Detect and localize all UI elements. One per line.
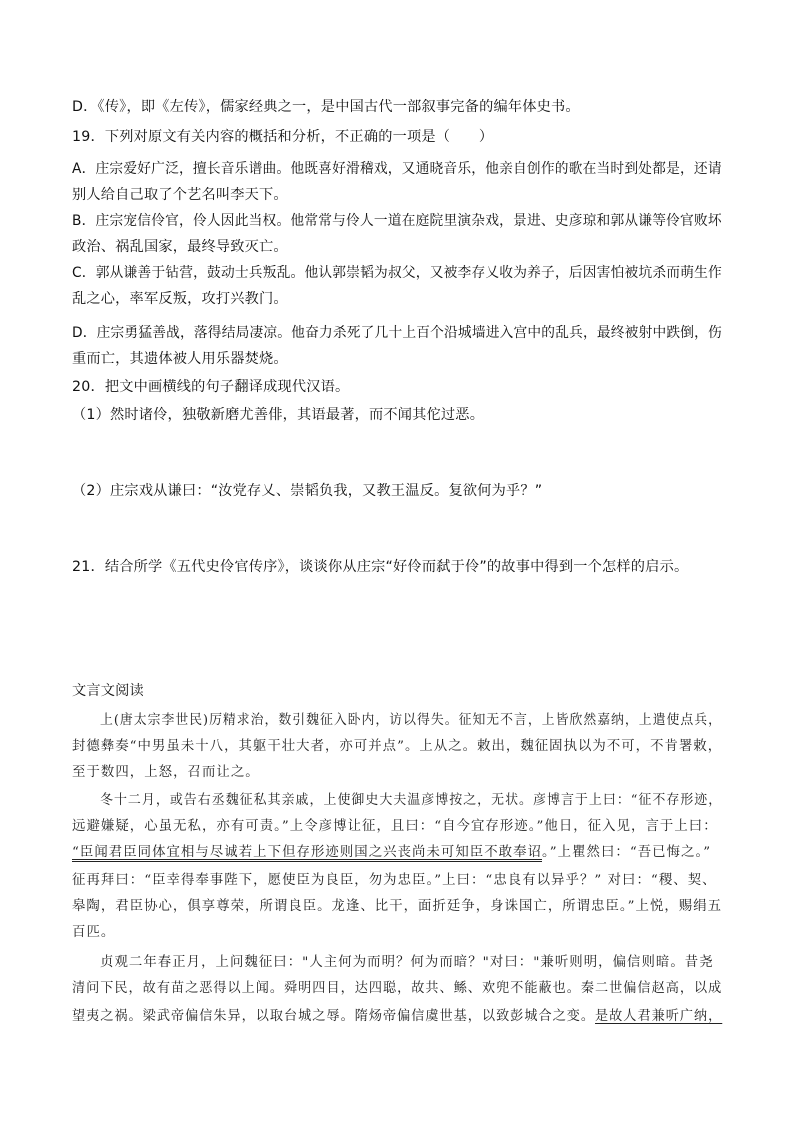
q19-option-d-line1: D．庄宗勇猛善战，落得结局凄凉。他奋力杀死了几十上百个沿城墙进入宫中的乱兵，最终被射中跌倒，伤 bbox=[72, 325, 722, 341]
q20-stem: 20．把文中画横线的句子翻译成现代汉语。 bbox=[72, 379, 350, 395]
q19-stem: 19．下列对原文有关内容的概括和分析，不正确的一项是（ ） bbox=[72, 129, 494, 145]
reading-p1-line1: 上(唐太宗李世民)厉精求治，数引魏征入卧内，访以得失。征知无不言，上皆欣然嘉纳，上遣使点兵， bbox=[100, 713, 722, 728]
q19-option-a-line1: A．庄宗爱好广泛，擅长音乐谱曲。他既喜好滑稽戏，又通晓音乐，他亲自创作的歌在当时到处都是，还请 bbox=[72, 161, 722, 177]
sentence-continuation: 。”上瞿然曰：“吾已悔之。” bbox=[542, 845, 712, 860]
underlined-sentence-start: 是故人君兼听广纳， bbox=[595, 1009, 723, 1024]
q19-option-b-line1: B．庄宗宠信伶官，伶人因此当权。他常常与伶人一道在庭院里演杂戏，景进、史彦琼和郭从谦等伶官败坏 bbox=[72, 213, 722, 229]
reading-p3-line3 bbox=[72, 1008, 722, 1026]
q19-option-c-line2: 乱之心，率军反叛，攻打兴教门。 bbox=[72, 291, 288, 307]
q19-option-b-line2: 政治、祸乱国家，最终导致灭亡。 bbox=[72, 239, 288, 255]
reading-p3-line2: 清问下民，故有苗之恶得以上闻。舜明四目，达四聪，故共、鲧、欢兜不能蔽也。秦二世偏信赵高，以成 bbox=[72, 981, 723, 996]
reading-p2-line2: 远避嫌疑，心虽无私，亦有可责。”上令彦博让征，且曰：“自今宜存形迹。”他日，征入见，言于上曰： bbox=[72, 819, 718, 834]
reading-p2-line4: 征再拜曰：“臣幸得奉事陛下，愿使臣为良臣，勿为忠臣。”上曰：“忠良有以异乎？” 对曰：“稷、契、 bbox=[72, 873, 717, 888]
q19-option-a-line2: 别人给自己取了个艺名叫李天下。 bbox=[72, 187, 288, 203]
q20-sentence-1: （1）然时诸伶，独敬新磨尤善俳，其语最著，而不闻其佗过恶。 bbox=[72, 407, 485, 423]
q19-option-d-line2: 重而亡，其遗体被人用乐器焚烧。 bbox=[72, 351, 288, 367]
q20-sentence-2: （2）庄宗戏从谦曰：“汝党存乂、崇韬负我，又教王温反。复欲何为乎？” bbox=[72, 483, 543, 499]
q19-option-c-line1: C．郭从谦善于钻营，鼓动士兵叛乱。他认郭崇韬为叔父，又被李存乂收为养子，后因害怕被坑杀而萌生作 bbox=[72, 265, 722, 281]
reading-p3-line1: 贞观二年春正月，上问魏征曰："人主何为而明？何为而暗？"对曰："兼听则明，偏信则暗。昔尧 bbox=[100, 955, 714, 970]
reading-p2-line1: 冬十二月，或告右丞魏征私其亲戚，上使御史大夫温彦博按之，无状。彦博言于上曰：“征不存形迹， bbox=[100, 793, 723, 808]
underlined-sentence: “臣闻君臣同体宜相与尽诚若上下但存形迹则国之兴丧尚未可知臣不敢奉诏 bbox=[72, 845, 542, 860]
reading-heading: 文言文阅读 bbox=[72, 683, 144, 699]
sentence-text: 望夷之祸。梁武帝偏信朱异，以取台城之辱。隋炀帝偏信虞世基，以致彭城合之变。 bbox=[72, 1009, 596, 1024]
reading-p2-line6: 百匹。 bbox=[72, 925, 116, 940]
reading-p2-line5: 皋陶，君臣协心，俱享尊荣，所谓良臣。龙逢、比干，面折廷争，身诛国亡，所谓忠臣。”上悦，赐绢五 bbox=[72, 899, 723, 914]
reading-p1-line2: 封德彝奏“中男虽未十八，其躯干壮大者，亦可并点”。上从之。敕出，魏征固执以为不可，不肯署敕， bbox=[72, 739, 723, 754]
reading-p2-line3 bbox=[72, 844, 711, 862]
reading-p1-line3: 至于数四，上怒，召而让之。 bbox=[72, 765, 260, 780]
q18-option-d: D．《传》，即《左传》，儒家经典之一，是中国古代一部叙事完备的编年体史书。 bbox=[72, 99, 580, 115]
q21-stem: 21．结合所学《五代史伶官传序》，谈谈你从庄宗“好伶而弑于伶”的故事中得到一个怎样的启示。 bbox=[72, 559, 689, 575]
